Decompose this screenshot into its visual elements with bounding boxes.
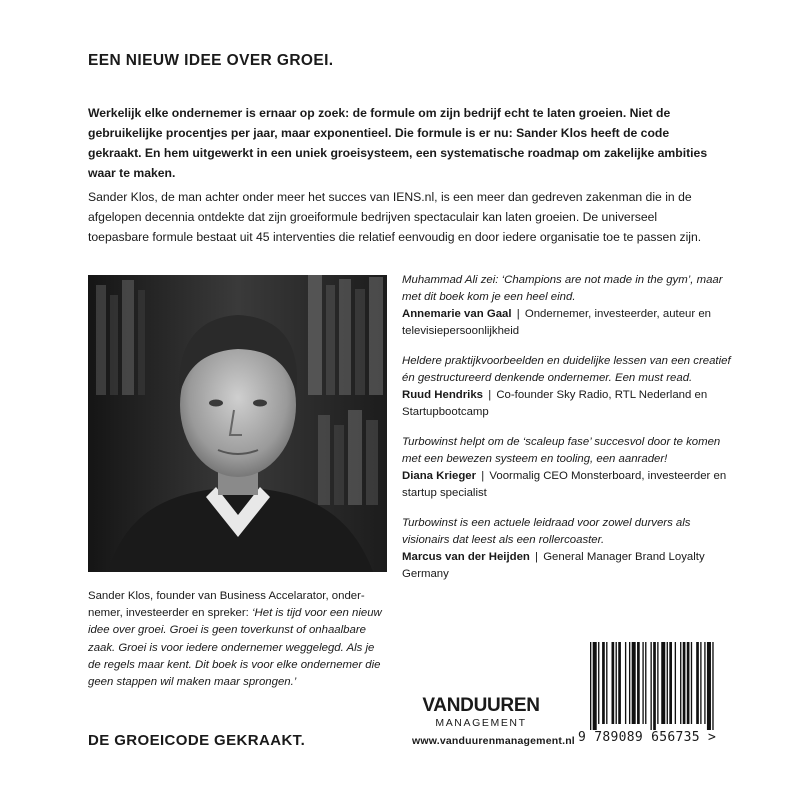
author-caption-intro: Sander Klos, founder van Business Accelarator, ondernemer, investeerder en spreker: [88,590,365,620]
barcode-bar [683,642,686,724]
back-cover-headline: EEN NIEUW IDEE OVER GROEI. [88,52,334,69]
author-caption-quote: ‘Het is tijd voor een nieuw idee over groei. Groei is geen toverkunst of onhaalbare zaak. Groei is voor iedere ondernemer weggelegd. Als je de regels maar kent. Dit boek is voor elke ondernemer die geen stappen wil maken maar sprongen.’ [88,607,382,689]
endorsement-role: Ondernemer, investeerder, auteur en televisiepersoonlijkheid [402,308,712,337]
endorsement [402,353,732,421]
endorsement [402,272,732,340]
barcode-bar [653,642,656,730]
barcode-bar [650,642,651,730]
endorsement-text: Muhammad Ali zei: ‘Champions are not made in the gym’, maar met dit boek kom je een heel eind. [402,274,723,303]
barcode-bar [602,642,605,724]
barcode-bar [593,642,597,730]
barcode-bar [618,642,621,724]
endorsement-separator: | [535,551,539,563]
endorsements [402,272,732,596]
isbn-digits: 9 789089 656735 > [578,730,717,745]
barcode-bar [667,642,668,724]
endorsement-separator: | [516,308,520,320]
body-paragraph: Sander Klos, de man achter onder meer het succes van IENS.nl, is een meer dan gedreven zakenman die in de afgelopen decennia ontdekte dat zijn groeiformule bedrijven spectaculair kan laten groeien. De universeel toepasbare formule bestaat uit 45 interventies die relatief eenvoudig en door iedere organisatie toe te passen zijn. [88,190,702,244]
endorsement-name: Annemarie van Gaal [402,308,512,320]
barcode-bar [696,642,699,724]
endorsement-name: Diana Krieger [402,470,477,482]
barcode-bar [598,642,599,724]
endorsement-separator: | [488,389,492,401]
endorsement-text: Heldere praktijkvoorbeelden en duidelijke lessen van een creatief én gestructureerd denkende ondernemer. Een must read. [402,355,731,384]
publisher-logo-sub: MANAGEMENT [435,717,527,729]
endorsement-separator: | [481,470,485,482]
barcode-bar [657,642,658,724]
barcode-bar [661,642,665,724]
barcode-bar [704,642,705,724]
barcode-bar [700,642,701,724]
publisher-url: www.vanduurenmanagement.nl [412,735,575,747]
endorsement-role: Voormalig CEO Monsterboard, investeerder en startup specialist [402,470,727,499]
endorsement [402,515,732,583]
barcode-bar [629,642,630,724]
barcode-bar [645,642,646,724]
endorsement-name: Ruud Hendriks [402,389,484,401]
barcode-bar [675,642,676,724]
barcode-bar [642,642,643,724]
barcode-bar [625,642,626,724]
endorsement-role: General Manager Brand Loyalty Germany [402,551,705,580]
endorsement-role: Co-founder Sky Radio, RTL Nederland en Startupbootcamp [402,389,708,418]
publisher-logo [415,696,547,729]
barcode-bar [712,642,713,730]
barcode-bar [691,642,692,724]
barcode-bar [616,642,617,724]
barcode-bar [637,642,640,724]
barcode-bar [669,642,672,724]
barcode-bar [687,642,690,724]
endorsement-name: Marcus van der Heijden [402,551,530,563]
author-portrait-illustration [88,275,387,572]
barcode-bar [632,642,636,724]
barcode-bar [590,642,591,730]
footer-headline: DE GROEICODE GEKRAAKT. [88,732,306,749]
barcode-bar [680,642,681,724]
author-portrait [88,275,387,572]
barcode-bar [606,642,607,724]
endorsement-text: Turbowinst is een actuele leidraad voor zowel durvers als visionairs dat leest als een rollercoaster. [402,517,691,546]
publisher-logo-main: VANDUUREN [422,695,540,716]
barcode-bar [707,642,711,730]
author-caption [88,588,388,691]
endorsement-text: Turbowinst helpt om de ‘scaleup fase’ succesvol door te komen met een bewezen systeem en tooling, een aanrader! [402,436,721,465]
endorsement [402,434,732,502]
lead-paragraph: Werkelijk elke ondernemer is ernaar op zoek: de formule om zijn bedrijf echt te laten groeien. Niet de gebruikelijke procentjes per jaar, maar exponentieel. Die formule is er nu: Sander Klos heeft de code gekraakt. En hem uitgewerkt in een uniek groeisysteem, een systematische roadmap om zakelijke ambities waar te maken. [88,106,708,180]
isbn-barcode [590,642,715,730]
barcode-bar [612,642,615,724]
